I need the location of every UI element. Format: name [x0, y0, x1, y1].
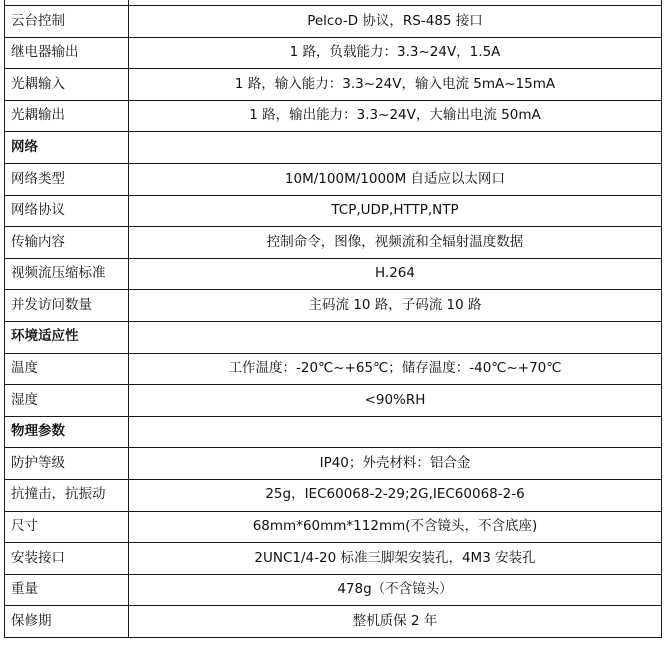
section-empty-cell	[129, 321, 662, 353]
spec-label: 重量	[5, 574, 129, 606]
section-empty-cell	[129, 416, 662, 448]
spec-label: 网络协议	[5, 195, 129, 227]
spec-value: 控制命令，图像，视频流和全辐射温度数据	[129, 227, 662, 259]
spec-label: 湿度	[5, 385, 129, 417]
spec-label: 视频流压缩标准	[5, 258, 129, 290]
spec-value: 工作温度：-20℃~+65℃；储存温度：-40℃~+70℃	[129, 353, 662, 385]
spec-value: 1 路，负载能力：3.3~24V，1.5A	[129, 37, 662, 69]
section-title: 网络	[5, 132, 129, 164]
section-title: 环境适应性	[5, 321, 129, 353]
spec-value: 整机质保 2 年	[129, 606, 662, 638]
spec-value: Pelco-D 协议，RS-485 接口	[129, 6, 662, 38]
table-row	[5, 606, 662, 638]
table-row	[5, 290, 662, 322]
table-row	[5, 448, 662, 480]
table-row	[5, 227, 662, 259]
spec-value: H.264	[129, 258, 662, 290]
spec-value: IP40；外壳材料：铝合金	[129, 448, 662, 480]
table-row	[5, 574, 662, 606]
spec-value: 25g，IEC60068-2-29;2G,IEC60068-2-6	[129, 479, 662, 511]
table-row	[5, 258, 662, 290]
table-row	[5, 163, 662, 195]
spec-value: 478g（不含镜头）	[129, 574, 662, 606]
spec-label: 抗撞击，抗振动	[5, 479, 129, 511]
spec-label: 网络类型	[5, 163, 129, 195]
spec-value: 主码流 10 路，子码流 10 路	[129, 290, 662, 322]
table-row	[5, 353, 662, 385]
table-row	[5, 511, 662, 543]
spec-label: 温度	[5, 353, 129, 385]
table-row	[5, 6, 662, 38]
spec-label: 云台控制	[5, 6, 129, 38]
spec-value: 1 路，输出能力：3.3~24V，大输出电流 50mA	[129, 100, 662, 132]
table-row	[5, 479, 662, 511]
table-row	[5, 37, 662, 69]
spec-label: 防护等级	[5, 448, 129, 480]
table-row	[5, 543, 662, 575]
table-row	[5, 100, 662, 132]
spec-value: <90%RH	[129, 385, 662, 417]
spec-label: 并发访问数量	[5, 290, 129, 322]
spec-label: 光耦输入	[5, 69, 129, 101]
section-title: 物理参数	[5, 416, 129, 448]
section-header-row	[5, 132, 662, 164]
spec-label: 继电器输出	[5, 37, 129, 69]
spec-value: 68mm*60mm*112mm(不含镜头，不含底座)	[129, 511, 662, 543]
spec-value: TCP,UDP,HTTP,NTP	[129, 195, 662, 227]
spec-label: 安装接口	[5, 543, 129, 575]
table-row	[5, 385, 662, 417]
spec-table-body	[5, 0, 662, 637]
table-row	[5, 69, 662, 101]
spec-label: 传输内容	[5, 227, 129, 259]
spec-value: 10M/100M/1000M 自适应以太网口	[129, 163, 662, 195]
section-empty-cell	[129, 132, 662, 164]
spec-label: 光耦输出	[5, 100, 129, 132]
spec-label: 尺寸	[5, 511, 129, 543]
spec-label: 保修期	[5, 606, 129, 638]
spec-value: 2UNC1/4-20 标准三脚架安装孔，4M3 安装孔	[129, 543, 662, 575]
spec-table	[4, 0, 662, 638]
section-header-row	[5, 416, 662, 448]
table-row	[5, 195, 662, 227]
spec-value: 1 路，输入能力：3.3~24V，输入电流 5mA~15mA	[129, 69, 662, 101]
section-header-row	[5, 321, 662, 353]
